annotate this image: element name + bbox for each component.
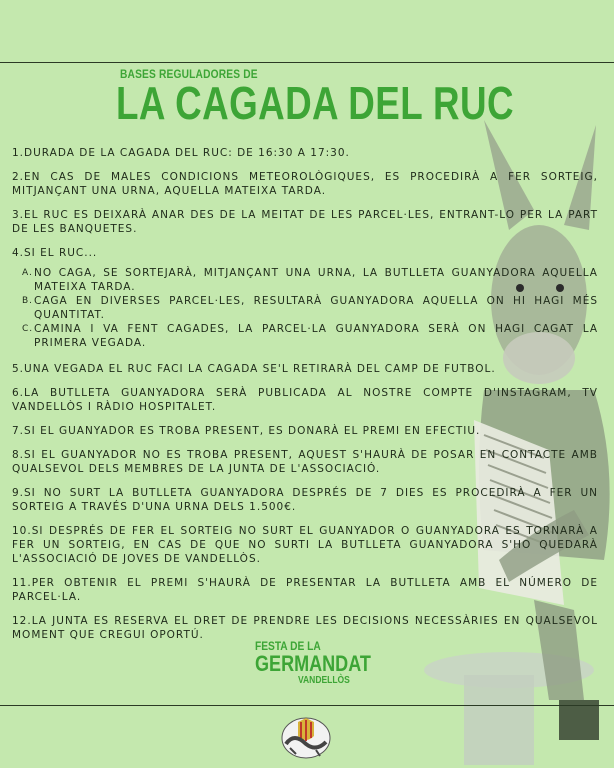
rule-item: 8.SI EL GUANYADOR NO ES TROBA PRESENT, AQUEST S'HAURÀ DE POSAR EN CONTACTE AMB QUALSEVOL DELS MEMBRES DE LA JUNTA DE L'ASSOCIACIÓ. — [12, 449, 598, 475]
rules-list — [12, 146, 598, 652]
rule-4-sublist — [12, 266, 598, 350]
rule-item: 10.SI DESPRÉS DE FER EL SORTEIG NO SURT EL GUANYADOR O GUANYADORA ES TORNARÀ A FER UN SORTEIG, EN CAS DE QUE NO SURTI LA BUTLLETA GUANYADORA S'HO QUEDARÀ L'ASSOCIACIÓ DE JOVES DE VANDELLÒS. — [12, 525, 598, 565]
logo-line-3: VANDELLÒS — [298, 675, 350, 686]
festa-germandat-logo — [255, 640, 396, 686]
subitem-marker: A. — [22, 268, 33, 278]
top-divider — [0, 62, 614, 63]
subitem-text: NO CAGA, SE SORTEJARÀ, MITJANÇANT UNA URNA, LA BUTLLETA GUANYADORA AQUELLA MATEIXA TARDA. — [34, 267, 598, 293]
rule-item: 5.UNA VEGADA EL RUC FACI LA CAGADA SE'L RETIRARÀ DEL CAMP DE FUTBOL. — [12, 363, 496, 375]
subitem-text: CAGA EN DIVERSES PARCEL·LES, RESULTARÀ GUANYADORA AQUELLA ON HI HAGI MÉS QUANTITAT. — [34, 295, 598, 321]
rule-4-subitem — [12, 294, 598, 322]
rule-4-subitem — [12, 322, 598, 350]
rule-item: 6.LA BUTLLETA GUANYADORA SERÀ PUBLICADA AL NOSTRE COMPTE D'INSTAGRAM, TV VANDELLÒS I RÀDIO HOSPITALET. — [12, 387, 598, 413]
rule-item: 4.SI EL RUC... — [12, 247, 98, 259]
subitem-marker: B. — [22, 296, 34, 306]
rule-item: 7.SI EL GUANYADOR ES TROBA PRESENT, ES DONARÀ EL PREMI EN EFECTIU. — [12, 425, 481, 437]
rule-4-subitem — [12, 266, 598, 294]
rule-item: 3.EL RUC ES DEIXARÀ ANAR DES DE LA MEITAT DE LES PARCEL·LES, ENTRANT-LO PER LA PART DE LES BANQUETES. — [12, 209, 598, 235]
rule-item: 1.DURADA DE LA CAGADA DEL RUC: DE 16:30 A 17:30. — [12, 147, 350, 159]
subitem-marker: C. — [22, 324, 34, 334]
subtitle: BASES REGULADORES DE — [120, 67, 258, 81]
rule-item: 9.SI NO SURT LA BUTLLETA GUANYADORA DESPRÉS DE 7 DIES ES PROCEDIRÀ A FER UN SORTEIG A TRAVÉS D'UNA URNA DELS 1.500€. — [12, 487, 598, 513]
subitem-text: CAMINA I VA FENT CAGADES, LA PARCEL·LA GUANYADORA SERÀ ON HAGI CAGAT LA PRIMERA VEGADA. — [34, 323, 598, 349]
rule-item: 11.PER OBTENIR EL PREMI S'HAURÀ DE PRESENTAR LA BUTLLETA AMB EL NÚMERO DE PARCEL·LA. — [12, 577, 598, 603]
page-title: LA CAGADA DEL RUC — [116, 77, 514, 129]
rule-item: 2.EN CAS DE MALES CONDICIONS METEOROLÒGIQUES, ES PROCEDIRÀ A FER SORTEIG, MITJANÇANT UNA URNA, AQUELLA MATEIXA TARDA. — [12, 171, 598, 197]
logo-line-2: GERMANDAT — [255, 651, 371, 676]
logo-line-1: FESTA DE LA — [255, 639, 321, 653]
vandellos-crest-icon — [280, 714, 332, 762]
bottom-divider — [0, 705, 614, 706]
rule-item: 12.LA JUNTA ES RESERVA EL DRET DE PRENDRE LES DECISIONS NECESSÀRIES EN QUALSEVOL MOMENT QUE CREGUI OPORTÚ. — [12, 615, 598, 641]
